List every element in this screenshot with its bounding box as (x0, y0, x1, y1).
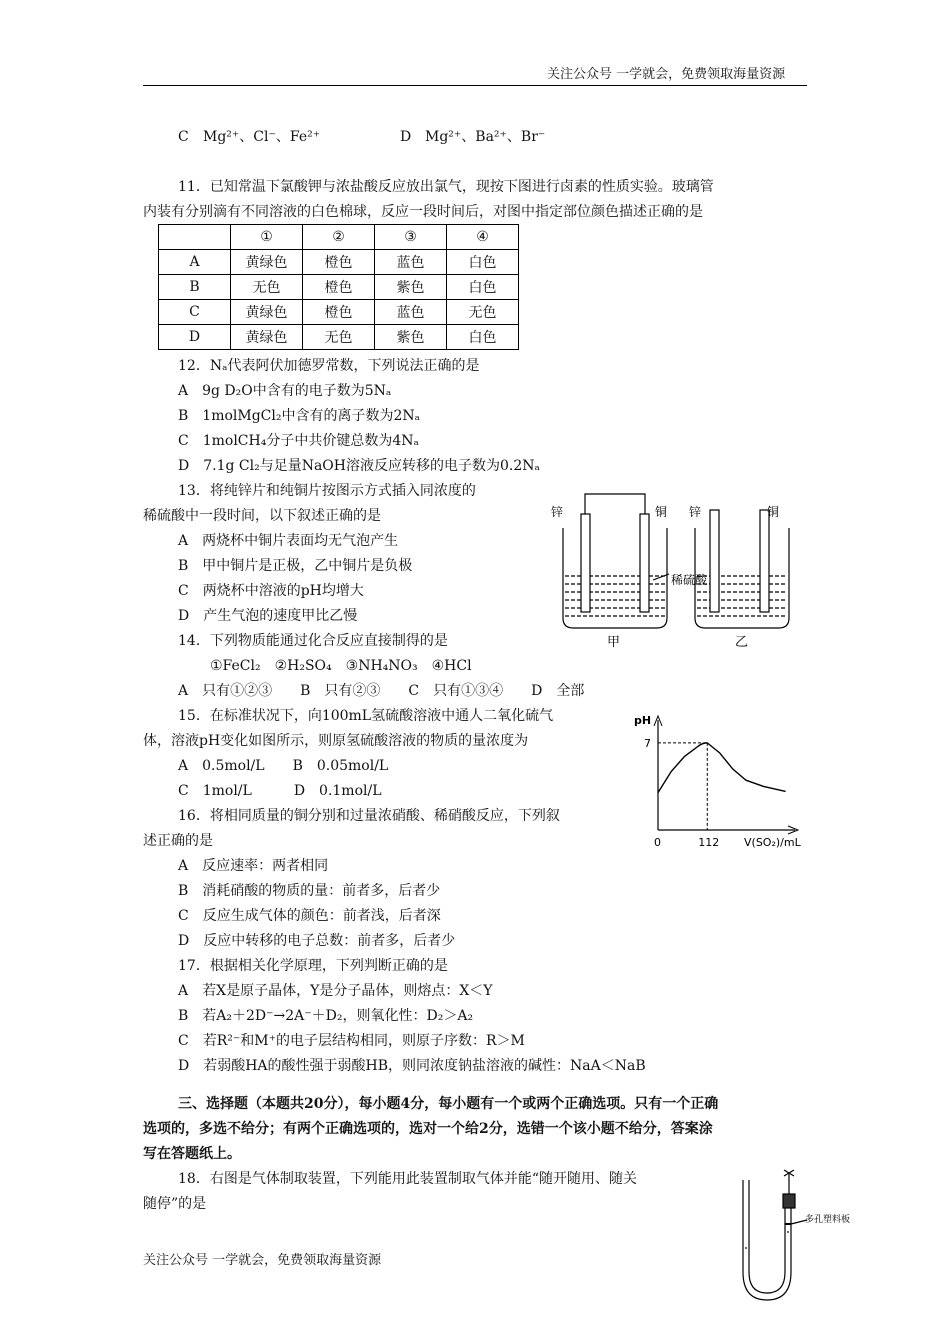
q16-stem-line1: 16．将相同质量的铜分别和过量浓硝酸、稀硝酸反应，下列叙 (178, 808, 560, 824)
q13-option-a: A 两烧杯中铜片表面均无气泡产生 (178, 533, 399, 549)
q15-options-row1: A 0.5mol/L B 0.05mol/L (178, 758, 389, 774)
q14-items: ①FeCl₂ ②H₂SO₄ ③NH₄NO₃ ④HCl (210, 658, 472, 674)
q15-ph-chart (630, 708, 810, 850)
section3-heading-line1: 三、选择题（本题共20分），每小题4分，每小题有一个或两个正确选项。只有一个正确 (178, 1096, 719, 1112)
ph-curve (658, 743, 786, 793)
x-axis-label: V(SO₂)/mL (744, 836, 801, 849)
page-header: 关注公众号 一学就会，免费领取海量资源 (547, 67, 786, 82)
table-header-cell: ① (231, 225, 303, 250)
table-header-cell: ④ (447, 225, 519, 250)
q12-option-a: A 9g D₂O中含有的电子数为5Nₐ (178, 383, 392, 399)
porous-plate-label: 多孔塑料板 (805, 1215, 851, 1225)
q16-option-c: C 反应生成气体的颜色：前者浅，后者深 (178, 908, 441, 924)
q11-stem-line1: 11．已知常温下氯酸钾与浓盐酸反应放出氯气，现按下图进行卤素的性质实验。玻璃管 (178, 179, 714, 195)
q17-option-d: D 若弱酸HA的酸性强于弱酸HB，则同浓度钠盐溶液的碱性：NaA＜NaB (178, 1058, 646, 1074)
table-header-cell: ③ (375, 225, 447, 250)
table-row (159, 300, 519, 325)
copper-label-yi: 铜 (767, 505, 780, 519)
table-cell: 紫色 (375, 275, 447, 300)
u-tube-inner (749, 1180, 785, 1293)
q17-stem: 17．根据相关化学原理，下列判断正确的是 (178, 958, 448, 974)
origin-label: 0 (654, 836, 661, 849)
q18-u-tube-figure (735, 1160, 875, 1310)
q13-stem-line2: 稀硫酸中一段时间，以下叙述正确的是 (143, 508, 381, 524)
acid-label: 稀硫酸 (671, 573, 708, 587)
connecting-wire (585, 494, 645, 514)
q13-option-d: D 产生气泡的速度甲比乙慢 (178, 608, 358, 624)
table-cell: 白色 (447, 325, 519, 350)
stopper (783, 1194, 795, 1208)
q15-stem-line1: 15．在标准状况下，向100mL氢硫酸溶液中通人二氧化硫气 (178, 708, 554, 724)
table-row (159, 325, 519, 350)
q12-option-c: C 1molCH₄分子中共价键总数为4Nₐ (178, 433, 419, 449)
q12-stem: 12．Nₐ代表阿伏加德罗常数，下列说法正确的是 (178, 358, 480, 374)
q10-option-c: Mg²⁺、Cl⁻、Fe²⁺ (203, 129, 321, 145)
q18-stem-line2: 随停”的是 (143, 1196, 207, 1212)
q15-options-row2: C 1mol/L D 0.1mol/L (178, 783, 382, 799)
q17-option-c: C 若R²⁻和M⁺的电子层结构相同，则原子序数：R＞M (178, 1033, 525, 1049)
table-cell: 蓝色 (375, 250, 447, 275)
q15-stem-line2: 体，溶液pH变化如图所示，则原氢硫酸溶液的物质的量浓度为 (143, 733, 529, 749)
q16-option-b: B 消耗硝酸的物质的量：前者多，后者少 (178, 883, 441, 899)
table-cell: 紫色 (375, 325, 447, 350)
q17-option-b: B 若A₂＋2D⁻→2A⁻＋D₂，则氧化性：D₂＞A₂ (178, 1008, 474, 1024)
section3-heading-line2: 选项的，多选不给分；有两个正确选项的，选对一个给2分，选错一个该小题不给分，答案涂 (143, 1121, 713, 1137)
q13-beaker-figure (545, 488, 795, 650)
table-cell: 蓝色 (375, 300, 447, 325)
table-cell: 白色 (447, 275, 519, 300)
zinc-label-jia: 锌 (551, 505, 564, 519)
table-cell: 黄绿色 (231, 300, 303, 325)
y-tick-7: 7 (644, 736, 651, 750)
copper-plate-yi (760, 510, 769, 612)
q12-option-b: B 1molMgCl₂中含有的离子数为2Nₐ (178, 408, 421, 424)
beaker-label-yi: 乙 (735, 635, 749, 650)
table-cell: 橙色 (303, 300, 375, 325)
y-axis-label: pH (634, 714, 652, 727)
q12-option-d: D 7.1g Cl₂与足量NaOH溶液反应转移的电子数为0.2Nₐ (178, 458, 540, 474)
q13-option-b: B 甲中铜片是正极，乙中铜片是负极 (178, 558, 413, 574)
table-cell: 黄绿色 (231, 325, 303, 350)
section3-heading-line3: 写在答题纸上。 (143, 1146, 241, 1162)
q14-stem: 14．下列物质能通过化合反应直接制得的是 (178, 633, 448, 649)
q18-stem-line1: 18．右图是气体制取装置，下列能用此装置制取气体并能“随开随用、随关 (178, 1171, 637, 1187)
q16-option-d: D 反应中转移的电子总数：前者多，后者少 (178, 933, 456, 949)
page-footer: 关注公众号 一学就会，免费领取海量资源 (143, 1253, 382, 1268)
q16-stem-line2: 述正确的是 (143, 833, 213, 849)
q13-option-c: C 两烧杯中溶液的pH均增大 (178, 583, 364, 599)
q16-option-a: A 反应速率：两者相同 (178, 858, 329, 874)
q10-option-d-label: D (400, 129, 412, 145)
table-cell: 白色 (447, 250, 519, 275)
zinc-plate-jia (581, 514, 590, 612)
table-cell: 黄绿色 (231, 250, 303, 275)
beaker-yi (695, 528, 789, 628)
table-cell: B (159, 275, 231, 300)
q10-option-c-label: C (178, 129, 189, 145)
copper-plate-jia (640, 514, 649, 612)
table-cell: 橙色 (303, 275, 375, 300)
table-header-row (159, 225, 519, 250)
q13-stem-line1: 13．将纯锌片和纯铜片按图示方式插入同浓度的 (178, 483, 476, 499)
beaker-label-jia: 甲 (607, 635, 621, 650)
copper-label-jia: 铜 (655, 505, 668, 519)
x-tick-112: 112 (698, 836, 720, 849)
table-row (159, 250, 519, 275)
q11-color-table (158, 224, 519, 350)
header-rule (143, 85, 807, 86)
q10-option-d: Mg²⁺、Ba²⁺、Br⁻ (425, 129, 546, 145)
table-cell: 无色 (231, 275, 303, 300)
q14-options: A 只有①②③ B 只有②③ C 只有①③④ D 全部 (178, 683, 585, 699)
table-cell: 无色 (303, 325, 375, 350)
table-cell: 橙色 (303, 250, 375, 275)
table-header-cell (159, 225, 231, 250)
table-cell: 无色 (447, 300, 519, 325)
beaker-jia (563, 528, 667, 628)
q11-stem-line2: 内装有分别滴有不同溶液的白色棉球，反应一段时间后，对图中指定部位颜色描述正确的是 (143, 204, 703, 220)
table-row (159, 275, 519, 300)
table-cell: A (159, 250, 231, 275)
zinc-label-yi: 锌 (689, 505, 702, 519)
zinc-plate-yi (710, 510, 719, 612)
table-cell: D (159, 325, 231, 350)
table-header-cell: ② (303, 225, 375, 250)
table-cell: C (159, 300, 231, 325)
q17-option-a: A 若X是原子晶体，Y是分子晶体，则熔点：X＜Y (178, 983, 493, 999)
